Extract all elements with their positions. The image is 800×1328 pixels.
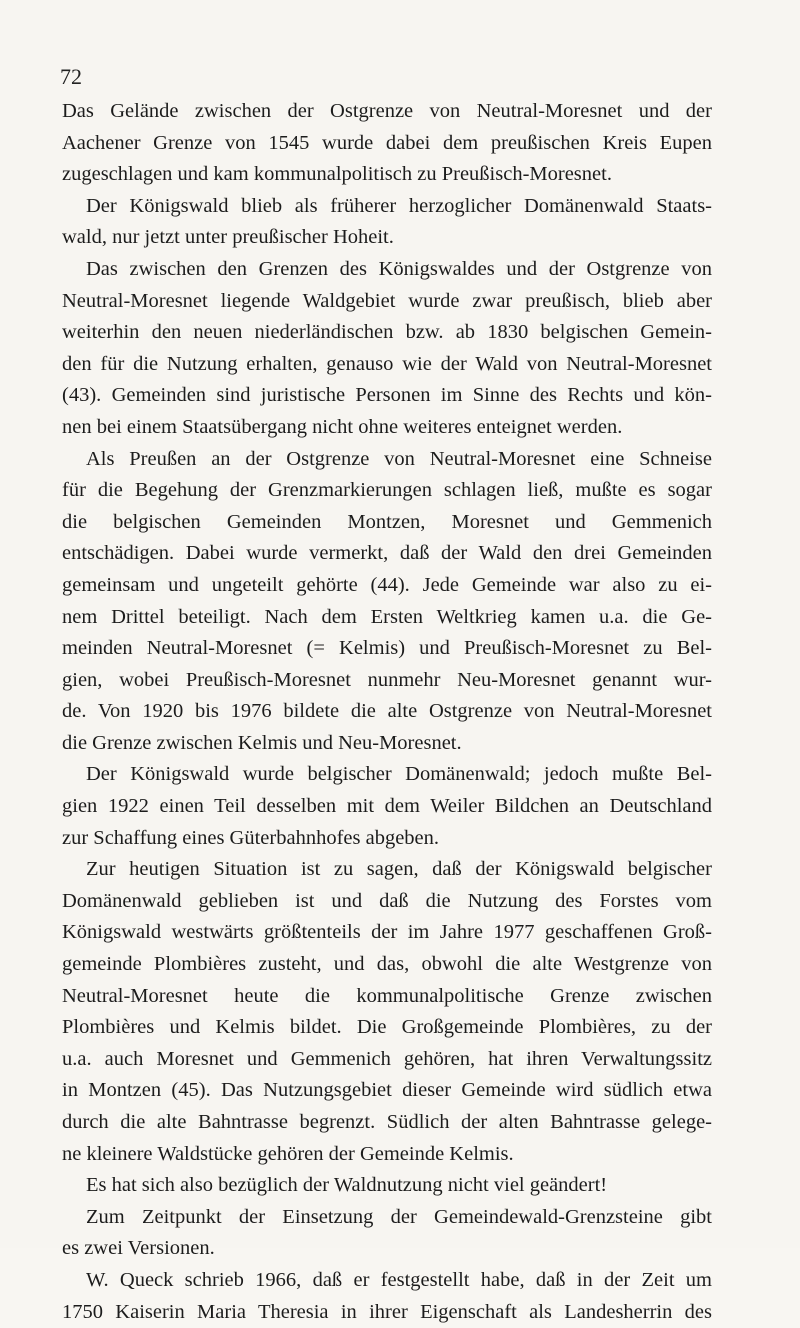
text-line: nen bei einem Staatsübergang nicht ohne weiteres enteignet werden. <box>62 415 623 438</box>
body-text <box>62 96 712 1328</box>
text-line: wald, nur jetzt unter preußischer Hoheit. <box>62 226 394 249</box>
text-line: Domänenwald geblieben ist und daß die Nutzung des Forstes vom <box>62 889 712 912</box>
text-line: gien 1922 einen Teil desselben mit dem Weiler Bildchen an Deutschland <box>62 795 712 818</box>
text-line: ne kleinere Waldstücke gehören der Gemeinde Kelmis. <box>62 1142 514 1165</box>
text-line: W. Queck schrieb 1966, daß er festgestellt habe, daß in der Zeit um <box>86 1268 712 1291</box>
text-line: gien, wobei Preußisch-Moresnet nunmehr Neu-Moresnet genannt wur- <box>62 668 712 691</box>
text-line: Plombières und Kelmis bildet. Die Großgemeinde Plombières, zu der <box>62 1016 712 1039</box>
text-line: de. Von 1920 bis 1976 bildete die alte Ostgrenze von Neutral-Moresnet <box>62 700 712 723</box>
text-line: den für die Nutzung erhalten, genauso wie der Wald von Neutral-Moresnet <box>62 352 712 375</box>
text-line: Der Königswald blieb als früherer herzoglicher Domänenwald Staats- <box>86 194 712 217</box>
text-line: in Montzen (45). Das Nutzungsgebiet dieser Gemeinde wird südlich etwa <box>62 1079 712 1102</box>
text-line: nem Drittel beteiligt. Nach dem Ersten Weltkrieg kamen u.a. die Ge- <box>62 605 712 628</box>
text-line: 1750 Kaiserin Maria Theresia in ihrer Eigenschaft als Landesherrin des <box>62 1300 712 1323</box>
text-line: die Grenze zwischen Kelmis und Neu-Moresnet. <box>62 731 462 754</box>
text-line: Das Gelände zwischen der Ostgrenze von Neutral-Moresnet und der <box>62 100 712 122</box>
text-line: gemeinsam und ungeteilt gehörte (44). Jede Gemeinde war also zu ei- <box>62 573 712 596</box>
text-line: Es hat sich also bezüglich der Waldnutzung nicht viel geändert! <box>86 1174 608 1197</box>
text-line: Als Preußen an der Ostgrenze von Neutral-Moresnet eine Schneise <box>86 447 712 470</box>
text-line: Das zwischen den Grenzen des Königswaldes und der Ostgrenze von <box>86 257 712 280</box>
text-line: u.a. auch Moresnet und Gemmenich gehören, hat ihren Verwaltungssitz <box>62 1047 712 1070</box>
text-line: entschädigen. Dabei wurde vermerkt, daß der Wald den drei Gemeinden <box>62 542 712 565</box>
text-line: durch die alte Bahntrasse begrenzt. Südlich der alten Bahntrasse gelege- <box>62 1111 712 1133</box>
text-line: für die Begehung der Grenzmarkierungen schlagen ließ, mußte es sogar <box>62 479 712 502</box>
text-line: zugeschlagen und kam kommunalpolitisch zu Preußisch-Moresnet. <box>62 163 612 186</box>
text-line: Neutral-Moresnet heute die kommunalpolitische Grenze zwischen <box>62 984 712 1007</box>
text-line: Königswald westwärts größtenteils der im Jahre 1977 geschaffenen Groß- <box>62 921 712 944</box>
text-line: Der Königswald wurde belgischer Domänenwald; jedoch mußte Bel- <box>86 763 712 786</box>
text-line: Neutral-Moresnet liegende Waldgebiet wurde zwar preußisch, blieb aber <box>62 289 712 312</box>
text-line: Zum Zeitpunkt der Einsetzung der Gemeindewald-Grenzsteine gibt <box>86 1205 712 1228</box>
text-line: weiterhin den neuen niederländischen bzw. ab 1830 belgischen Gemein- <box>62 321 712 344</box>
text-line: zur Schaffung eines Güterbahnhofes abgeben. <box>62 826 440 849</box>
text-line: meinden Neutral-Moresnet (= Kelmis) und Preußisch-Moresnet zu Bel- <box>62 637 712 660</box>
text-line: die belgischen Gemeinden Montzen, Moresnet und Gemmenich <box>62 510 712 533</box>
text-line: Zur heutigen Situation ist zu sagen, daß der Königswald belgischer <box>86 858 712 881</box>
text-line: gemeinde Plombières zusteht, und das, obwohl die alte Westgrenze von <box>62 953 712 976</box>
text-line: Aachener Grenze von 1545 wurde dabei dem preußischen Kreis Eupen <box>62 131 712 154</box>
text-line: (43). Gemeinden sind juristische Personen im Sinne des Rechts und kön- <box>62 384 712 407</box>
text-line: es zwei Versionen. <box>62 1237 215 1260</box>
page-number: 72 <box>60 64 82 89</box>
